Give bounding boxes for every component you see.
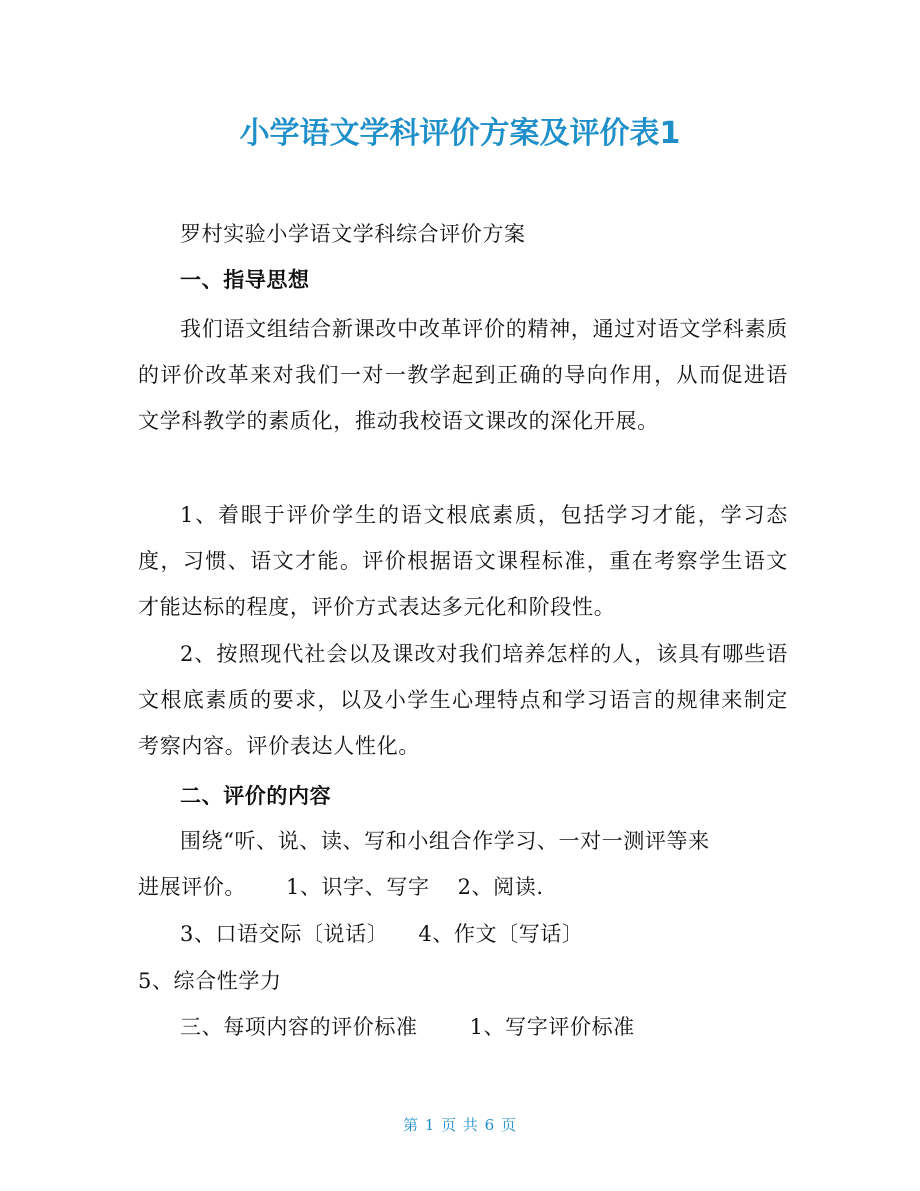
list-item: 1、识字、写字 (286, 875, 430, 899)
paragraph-evaluation-content-line-2 (138, 872, 544, 902)
section-heading: 三、每项内容的评价标准 (180, 1015, 418, 1039)
paragraph-guiding-ideology: 我们语文组结合新课改中改革评价的精神，通过对语文学科素质的评价改革来对我们一对一教学起到正确的导向作用，从而促进语文学科教学的素质化，推动我校语文课改的深化开展。 (138, 317, 788, 433)
page-number-footer: 第 1 页 共 6 页 (403, 1116, 517, 1134)
page-title: 小学语文学科评价方案及评价表1 (239, 116, 681, 151)
paragraph-evaluation-content-line-1: 围绕“听、说、读、写和小组合作学习、一对一测评等来 (180, 829, 710, 853)
list-item: 3、口语交际〔说话〕 (180, 922, 389, 946)
section-heading-evaluation-content: 二、评价的内容 (180, 784, 332, 808)
list-item: 2、阅读. (457, 875, 544, 899)
list-item: 4、作文〔写话〕 (418, 922, 584, 946)
list-line-4: 5、综合性学力 (138, 969, 282, 993)
paragraph-item-1: 1、着眼于评价学生的语文根底素质，包括学习才能，学习态度，习惯、语文才能。评价根据语文课程标准，重在考察学生语文才能达标的程度，评价方式表达多元化和阶段性。 (138, 503, 788, 619)
list-item: 1、写字评价标准 (469, 1015, 635, 1039)
paragraph-item-2: 2、按照现代社会以及课改对我们培养怎样的人，该具有哪些语文根底素质的要求，以及小学生心理特点和学习语言的规律来制定考察内容。评价表达人性化。 (138, 642, 788, 758)
text-segment: 进展评价。 (138, 875, 246, 899)
list-line-3 (180, 919, 584, 949)
section-heading-guiding-ideology: 一、指导思想 (180, 268, 310, 292)
section-heading-evaluation-standards (180, 1012, 635, 1042)
document-subtitle: 罗村实验小学语文学科综合评价方案 (180, 222, 526, 246)
